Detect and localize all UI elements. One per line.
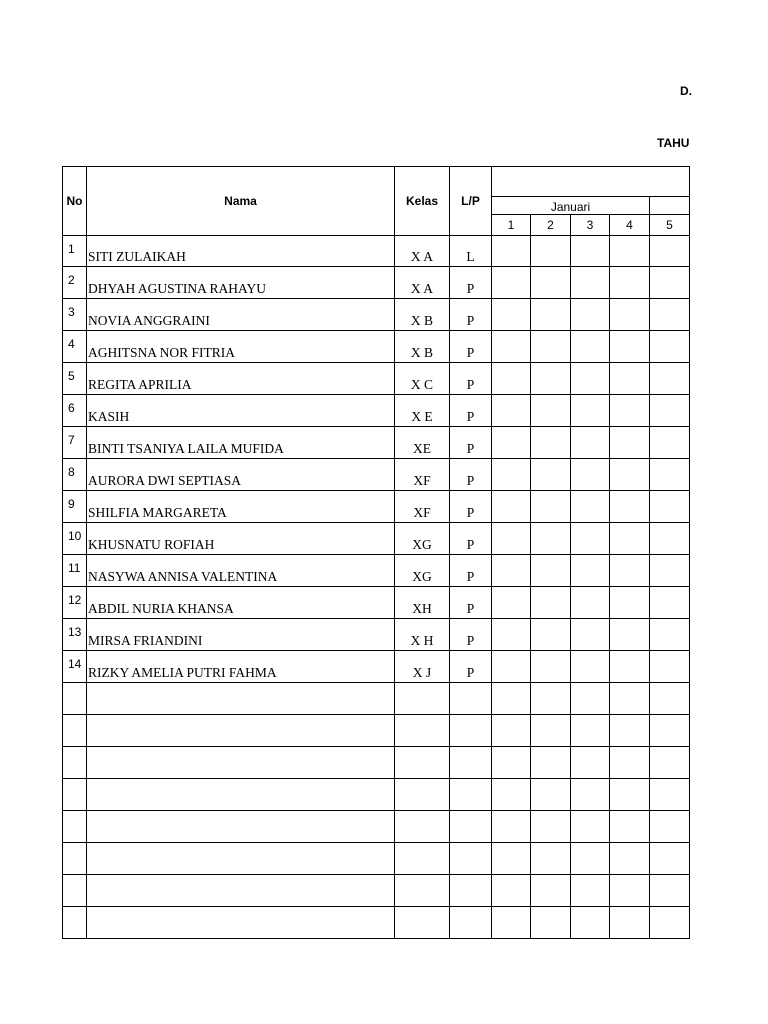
student-name: NASYWA ANNISA VALENTINA bbox=[87, 555, 395, 587]
attendance-cell[interactable] bbox=[610, 236, 650, 267]
student-name bbox=[87, 811, 395, 843]
row-number bbox=[63, 683, 87, 715]
student-gender: P bbox=[450, 555, 492, 587]
row-number: 9 bbox=[63, 491, 87, 523]
row-number: 2 bbox=[63, 267, 87, 299]
attendance-cell[interactable] bbox=[650, 587, 690, 619]
attendance-cell[interactable] bbox=[650, 427, 690, 459]
attendance-cell[interactable] bbox=[531, 907, 571, 939]
student-class: X A bbox=[395, 236, 450, 267]
row-number bbox=[63, 747, 87, 779]
attendance-cell[interactable] bbox=[650, 747, 690, 779]
attendance-cell[interactable] bbox=[571, 427, 610, 459]
attendance-cell[interactable] bbox=[650, 555, 690, 587]
day-header-5: 5 bbox=[650, 215, 690, 236]
header-period-blank bbox=[492, 167, 690, 197]
student-gender: P bbox=[450, 427, 492, 459]
attendance-cell[interactable] bbox=[650, 491, 690, 523]
student-gender bbox=[450, 875, 492, 907]
table-row bbox=[63, 331, 690, 363]
student-name: AURORA DWI SEPTIASA bbox=[87, 459, 395, 491]
student-name: RIZKY AMELIA PUTRI FAHMA bbox=[87, 651, 395, 683]
table-row bbox=[63, 587, 690, 619]
attendance-cell[interactable] bbox=[492, 875, 531, 907]
attendance-cell[interactable] bbox=[492, 715, 531, 747]
document-title: D. bbox=[680, 84, 692, 98]
student-gender: P bbox=[450, 331, 492, 363]
attendance-cell[interactable] bbox=[531, 683, 571, 715]
attendance-cell[interactable] bbox=[610, 651, 650, 683]
student-gender: P bbox=[450, 491, 492, 523]
row-number: 8 bbox=[63, 459, 87, 491]
table-row bbox=[63, 363, 690, 395]
attendance-cell[interactable] bbox=[650, 331, 690, 363]
attendance-cell[interactable] bbox=[571, 523, 610, 555]
row-number: 3 bbox=[63, 299, 87, 331]
day-header-1: 1 bbox=[492, 215, 531, 236]
student-class: X B bbox=[395, 331, 450, 363]
attendance-cell[interactable] bbox=[650, 843, 690, 875]
table-row bbox=[63, 907, 690, 939]
attendance-cell[interactable] bbox=[610, 267, 650, 299]
student-name bbox=[87, 843, 395, 875]
student-name bbox=[87, 747, 395, 779]
attendance-cell[interactable] bbox=[610, 363, 650, 395]
attendance-cell[interactable] bbox=[492, 236, 531, 267]
student-name bbox=[87, 683, 395, 715]
attendance-cell[interactable] bbox=[492, 363, 531, 395]
day-header-3: 3 bbox=[571, 215, 610, 236]
student-class: XF bbox=[395, 491, 450, 523]
attendance-table bbox=[62, 166, 690, 939]
student-gender bbox=[450, 715, 492, 747]
attendance-cell[interactable] bbox=[492, 331, 531, 363]
row-number: 10 bbox=[63, 523, 87, 555]
attendance-cell[interactable] bbox=[650, 875, 690, 907]
attendance-cell[interactable] bbox=[610, 523, 650, 555]
table-row bbox=[63, 299, 690, 331]
attendance-cell[interactable] bbox=[650, 811, 690, 843]
attendance-cell[interactable] bbox=[571, 299, 610, 331]
attendance-cell[interactable] bbox=[650, 267, 690, 299]
student-gender bbox=[450, 779, 492, 811]
attendance-cell[interactable] bbox=[650, 715, 690, 747]
table-row bbox=[63, 811, 690, 843]
student-gender: P bbox=[450, 299, 492, 331]
table-row bbox=[63, 236, 690, 267]
student-class bbox=[395, 747, 450, 779]
attendance-cell[interactable] bbox=[650, 395, 690, 427]
month-header-next bbox=[650, 197, 690, 215]
attendance-cell[interactable] bbox=[492, 651, 531, 683]
attendance-cell[interactable] bbox=[610, 587, 650, 619]
student-name: AGHITSNA NOR FITRIA bbox=[87, 331, 395, 363]
attendance-cell[interactable] bbox=[571, 555, 610, 587]
attendance-cell[interactable] bbox=[492, 843, 531, 875]
attendance-cell[interactable] bbox=[650, 779, 690, 811]
attendance-cell[interactable] bbox=[650, 619, 690, 651]
header-no: No bbox=[63, 167, 87, 236]
student-class: XH bbox=[395, 587, 450, 619]
attendance-cell[interactable] bbox=[610, 459, 650, 491]
student-name: SITI ZULAIKAH bbox=[87, 236, 395, 267]
attendance-cell[interactable] bbox=[571, 587, 610, 619]
attendance-cell[interactable] bbox=[531, 587, 571, 619]
student-gender: P bbox=[450, 363, 492, 395]
student-class: X H bbox=[395, 619, 450, 651]
attendance-cell[interactable] bbox=[492, 555, 531, 587]
header-nama: Nama bbox=[87, 167, 395, 236]
attendance-cell[interactable] bbox=[571, 459, 610, 491]
attendance-cell[interactable] bbox=[531, 267, 571, 299]
student-class: X J bbox=[395, 651, 450, 683]
attendance-cell[interactable] bbox=[531, 363, 571, 395]
attendance-cell[interactable] bbox=[531, 619, 571, 651]
table-row bbox=[63, 747, 690, 779]
attendance-cell[interactable] bbox=[610, 299, 650, 331]
attendance-cell[interactable] bbox=[492, 427, 531, 459]
student-gender: P bbox=[450, 619, 492, 651]
day-header-4: 4 bbox=[610, 215, 650, 236]
row-number bbox=[63, 875, 87, 907]
student-class: XG bbox=[395, 523, 450, 555]
attendance-cell[interactable] bbox=[610, 747, 650, 779]
student-gender: P bbox=[450, 587, 492, 619]
table-row bbox=[63, 843, 690, 875]
student-class: X E bbox=[395, 395, 450, 427]
attendance-cell[interactable] bbox=[531, 747, 571, 779]
attendance-cell[interactable] bbox=[531, 236, 571, 267]
attendance-cell[interactable] bbox=[492, 299, 531, 331]
student-gender: L bbox=[450, 236, 492, 267]
attendance-cell[interactable] bbox=[531, 779, 571, 811]
row-number bbox=[63, 843, 87, 875]
attendance-cell[interactable] bbox=[531, 715, 571, 747]
attendance-cell[interactable] bbox=[610, 555, 650, 587]
row-number: 6 bbox=[63, 395, 87, 427]
attendance-cell[interactable] bbox=[650, 299, 690, 331]
table-row bbox=[63, 267, 690, 299]
student-class bbox=[395, 779, 450, 811]
attendance-cell[interactable] bbox=[610, 875, 650, 907]
attendance-cell[interactable] bbox=[571, 779, 610, 811]
student-class: X B bbox=[395, 299, 450, 331]
student-gender: P bbox=[450, 395, 492, 427]
table-row bbox=[63, 395, 690, 427]
student-gender: P bbox=[450, 459, 492, 491]
student-name: ABDIL NURIA KHANSA bbox=[87, 587, 395, 619]
table-row bbox=[63, 619, 690, 651]
row-number: 14 bbox=[63, 651, 87, 683]
attendance-cell[interactable] bbox=[531, 395, 571, 427]
row-number: 13 bbox=[63, 619, 87, 651]
attendance-cell[interactable] bbox=[610, 395, 650, 427]
student-class: X A bbox=[395, 267, 450, 299]
row-number bbox=[63, 907, 87, 939]
table-row bbox=[63, 459, 690, 491]
student-class bbox=[395, 715, 450, 747]
attendance-cell[interactable] bbox=[531, 843, 571, 875]
attendance-cell[interactable] bbox=[571, 651, 610, 683]
attendance-cell[interactable] bbox=[531, 459, 571, 491]
table-row bbox=[63, 555, 690, 587]
attendance-cell[interactable] bbox=[650, 651, 690, 683]
attendance-cell[interactable] bbox=[492, 491, 531, 523]
student-class bbox=[395, 907, 450, 939]
attendance-cell[interactable] bbox=[492, 267, 531, 299]
row-number: 12 bbox=[63, 587, 87, 619]
row-number: 1 bbox=[63, 236, 87, 267]
student-name bbox=[87, 779, 395, 811]
student-name bbox=[87, 875, 395, 907]
row-number bbox=[63, 779, 87, 811]
student-class bbox=[395, 811, 450, 843]
attendance-cell[interactable] bbox=[492, 907, 531, 939]
attendance-cell[interactable] bbox=[650, 363, 690, 395]
attendance-cell[interactable] bbox=[571, 907, 610, 939]
student-class: X C bbox=[395, 363, 450, 395]
attendance-cell[interactable] bbox=[571, 331, 610, 363]
attendance-cell[interactable] bbox=[610, 427, 650, 459]
attendance-cell[interactable] bbox=[492, 619, 531, 651]
attendance-cell[interactable] bbox=[610, 331, 650, 363]
attendance-cell[interactable] bbox=[531, 299, 571, 331]
student-class bbox=[395, 875, 450, 907]
attendance-cell[interactable] bbox=[571, 715, 610, 747]
table-row bbox=[63, 779, 690, 811]
student-gender: P bbox=[450, 267, 492, 299]
student-gender: P bbox=[450, 523, 492, 555]
row-number bbox=[63, 811, 87, 843]
attendance-cell[interactable] bbox=[492, 523, 531, 555]
day-header-2: 2 bbox=[531, 215, 571, 236]
attendance-cell[interactable] bbox=[610, 491, 650, 523]
table-row bbox=[63, 875, 690, 907]
student-name: NOVIA ANGGRAINI bbox=[87, 299, 395, 331]
attendance-cell[interactable] bbox=[531, 811, 571, 843]
attendance-cell[interactable] bbox=[650, 683, 690, 715]
student-class: XG bbox=[395, 555, 450, 587]
student-name: KHUSNATU ROFIAH bbox=[87, 523, 395, 555]
student-name: DHYAH AGUSTINA RAHAYU bbox=[87, 267, 395, 299]
attendance-cell[interactable] bbox=[610, 843, 650, 875]
attendance-cell[interactable] bbox=[531, 427, 571, 459]
student-gender bbox=[450, 747, 492, 779]
attendance-cell[interactable] bbox=[650, 236, 690, 267]
attendance-cell[interactable] bbox=[610, 715, 650, 747]
row-number: 11 bbox=[63, 555, 87, 587]
table-row bbox=[63, 651, 690, 683]
attendance-cell[interactable] bbox=[610, 811, 650, 843]
student-gender bbox=[450, 907, 492, 939]
attendance-cell[interactable] bbox=[650, 907, 690, 939]
attendance-cell[interactable] bbox=[571, 843, 610, 875]
student-name: REGITA APRILIA bbox=[87, 363, 395, 395]
table-row bbox=[63, 715, 690, 747]
attendance-cell[interactable] bbox=[610, 619, 650, 651]
attendance-cell[interactable] bbox=[650, 459, 690, 491]
table-row bbox=[63, 491, 690, 523]
attendance-cell[interactable] bbox=[531, 651, 571, 683]
student-class bbox=[395, 683, 450, 715]
attendance-cell[interactable] bbox=[571, 236, 610, 267]
month-header-januari: Januari bbox=[492, 197, 650, 215]
attendance-cell[interactable] bbox=[571, 747, 610, 779]
table-row bbox=[63, 427, 690, 459]
attendance-cell[interactable] bbox=[492, 779, 531, 811]
student-gender bbox=[450, 683, 492, 715]
attendance-cell[interactable] bbox=[531, 331, 571, 363]
student-name bbox=[87, 715, 395, 747]
attendance-cell[interactable] bbox=[571, 683, 610, 715]
attendance-cell[interactable] bbox=[650, 523, 690, 555]
attendance-cell[interactable] bbox=[492, 395, 531, 427]
attendance-cell[interactable] bbox=[492, 747, 531, 779]
attendance-cell[interactable] bbox=[531, 491, 571, 523]
student-name: KASIH bbox=[87, 395, 395, 427]
attendance-cell[interactable] bbox=[571, 267, 610, 299]
row-number bbox=[63, 715, 87, 747]
student-gender bbox=[450, 843, 492, 875]
attendance-cell[interactable] bbox=[571, 811, 610, 843]
student-gender: P bbox=[450, 651, 492, 683]
header-lp: L/P bbox=[450, 167, 492, 236]
attendance-cell[interactable] bbox=[571, 619, 610, 651]
attendance-cell[interactable] bbox=[571, 395, 610, 427]
student-name: BINTI TSANIYA LAILA MUFIDA bbox=[87, 427, 395, 459]
attendance-cell[interactable] bbox=[531, 875, 571, 907]
attendance-cell[interactable] bbox=[492, 811, 531, 843]
attendance-cell[interactable] bbox=[571, 363, 610, 395]
attendance-cell[interactable] bbox=[571, 875, 610, 907]
header-kelas: Kelas bbox=[395, 167, 450, 236]
table-row bbox=[63, 523, 690, 555]
attendance-cell[interactable] bbox=[492, 683, 531, 715]
attendance-cell[interactable] bbox=[610, 779, 650, 811]
student-name bbox=[87, 907, 395, 939]
row-number: 4 bbox=[63, 331, 87, 363]
student-gender bbox=[450, 811, 492, 843]
student-name: MIRSA FRIANDINI bbox=[87, 619, 395, 651]
row-number: 5 bbox=[63, 363, 87, 395]
table-row bbox=[63, 683, 690, 715]
academic-year-title: TAHU bbox=[657, 136, 690, 150]
attendance-cell[interactable] bbox=[531, 555, 571, 587]
attendance-cell[interactable] bbox=[531, 523, 571, 555]
student-name: SHILFIA MARGARETA bbox=[87, 491, 395, 523]
student-class: XE bbox=[395, 427, 450, 459]
attendance-cell[interactable] bbox=[571, 491, 610, 523]
attendance-cell[interactable] bbox=[610, 907, 650, 939]
attendance-cell[interactable] bbox=[492, 587, 531, 619]
student-class bbox=[395, 843, 450, 875]
student-class: XF bbox=[395, 459, 450, 491]
row-number: 7 bbox=[63, 427, 87, 459]
attendance-cell[interactable] bbox=[492, 459, 531, 491]
attendance-cell[interactable] bbox=[610, 683, 650, 715]
